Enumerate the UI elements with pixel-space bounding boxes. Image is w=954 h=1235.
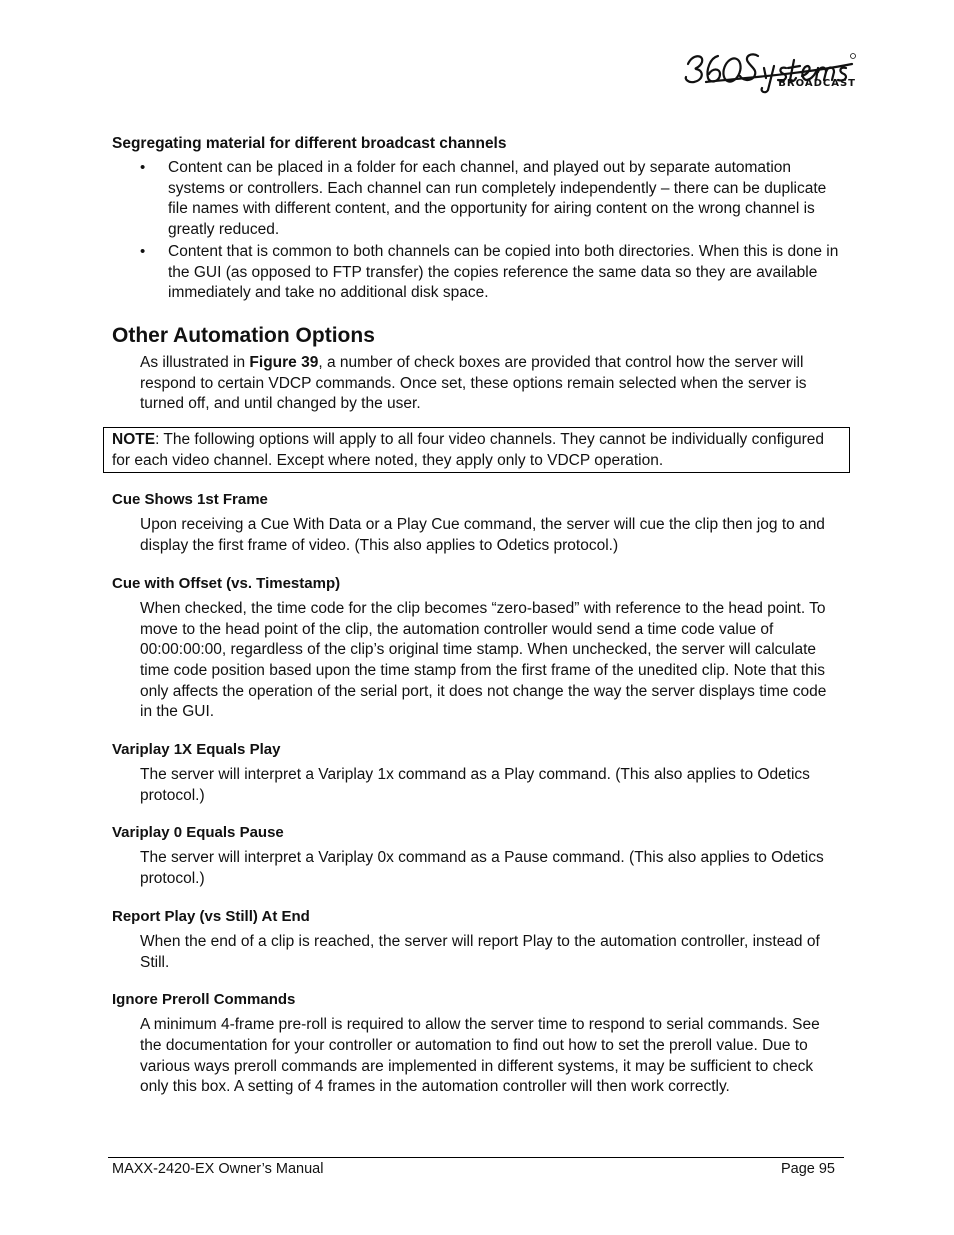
segregating-bullet-list	[112, 158, 852, 304]
bullet-item: • Content that is common to both channels can be copied into both directories. When this is done in the GUI (as opposed to FTP transfer) the copies reference the same data so they are available immediately and take no additional disk space.	[168, 242, 844, 304]
option-title-ignore-preroll: Ignore Preroll Commands	[112, 991, 296, 1009]
company-logo	[682, 44, 860, 94]
option-body-cue-shows-1st-frame: Upon receiving a Cue With Data or a Play Cue command, the server will cue the clip then jog to and display the first frame of video. (This also applies to Odetics protocol.)	[140, 516, 825, 555]
option-body-report-play: When the end of a clip is reached, the server will report Play to the automation controller, instead of Still.	[140, 932, 820, 971]
section-intro	[140, 353, 840, 415]
intro-text-after: , a number of check boxes are provided that control how the server will respond to certain VDCP commands. Once set, these options remain selected when the server is turned off, and until changed by the user.	[140, 353, 807, 413]
page-content	[112, 132, 852, 1098]
option-body-variplay-1x: The server will interpret a Variplay 1x command as a Play command. (This also applies to Odetics protocol.)	[140, 766, 810, 804]
note-text: : The following options will apply to all four video channels. They cannot be individually configured for each video channel. Except where noted, they apply only to VDCP operation.	[112, 431, 824, 469]
note-label: NOTE	[112, 431, 156, 449]
option-title-cue-with-offset: Cue with Offset (vs. Timestamp)	[112, 574, 341, 592]
figure-reference: Figure 39	[249, 353, 319, 371]
footer-manual-title: MAXX-2420-EX Owner’s Manual	[112, 1161, 324, 1177]
option-body-cue-with-offset: When checked, the time code for the clip becomes “zero-based” with reference to the head point. To move to the head point of the clip, the automation controller would send a time code value of 00:00:00:00, regardless of the clip’s original time stamp. When unchecked, the server will calculate time code position based upon the time stamp from the first frame of the unedited clip. Note that this only affects the operation of the serial port, it does not change the way the server displays time code in the GUI.	[140, 599, 827, 721]
option-title-variplay-1x: Variplay 1X Equals Play	[112, 741, 281, 759]
bullet-item: • Content can be placed in a folder for each channel, and played out by separate automation systems or controllers. Each channel can run completely independently – there can be duplicate file names with different content, and the opportunity for airing content on the wrong channel is greatly reduced.	[168, 158, 844, 241]
option-body-variplay-0: The server will interpret a Variplay 0x command as a Pause command. (This also applies to Odetics protocol.)	[140, 849, 824, 888]
option-title-cue-shows-1st-frame: Cue Shows 1st Frame	[112, 491, 268, 509]
logo-subtext: BROADCAST	[778, 78, 856, 89]
option-body-ignore-preroll: A minimum 4-frame pre-roll is required to allow the server time to respond to serial commands. See the documentation for your controller or automation to find out how to set the preroll value. Due to various ways preroll commands are implemented in different systems, it may be sufficient to check only this box. A setting of 4 frames in the automation controller will then work correctly.	[140, 1016, 820, 1096]
note-box	[103, 427, 850, 473]
option-title-variplay-0: Variplay 0 Equals Pause	[112, 824, 284, 842]
section-title: Other Automation Options	[112, 323, 375, 347]
option-title-report-play: Report Play (vs Still) At End	[112, 907, 310, 925]
footer-divider	[108, 1157, 844, 1158]
intro-text-before: As illustrated in	[140, 353, 250, 371]
segregating-heading: Segregating material for different broadcast channels	[112, 135, 507, 152]
footer-page-number: Page 95	[780, 1161, 835, 1177]
